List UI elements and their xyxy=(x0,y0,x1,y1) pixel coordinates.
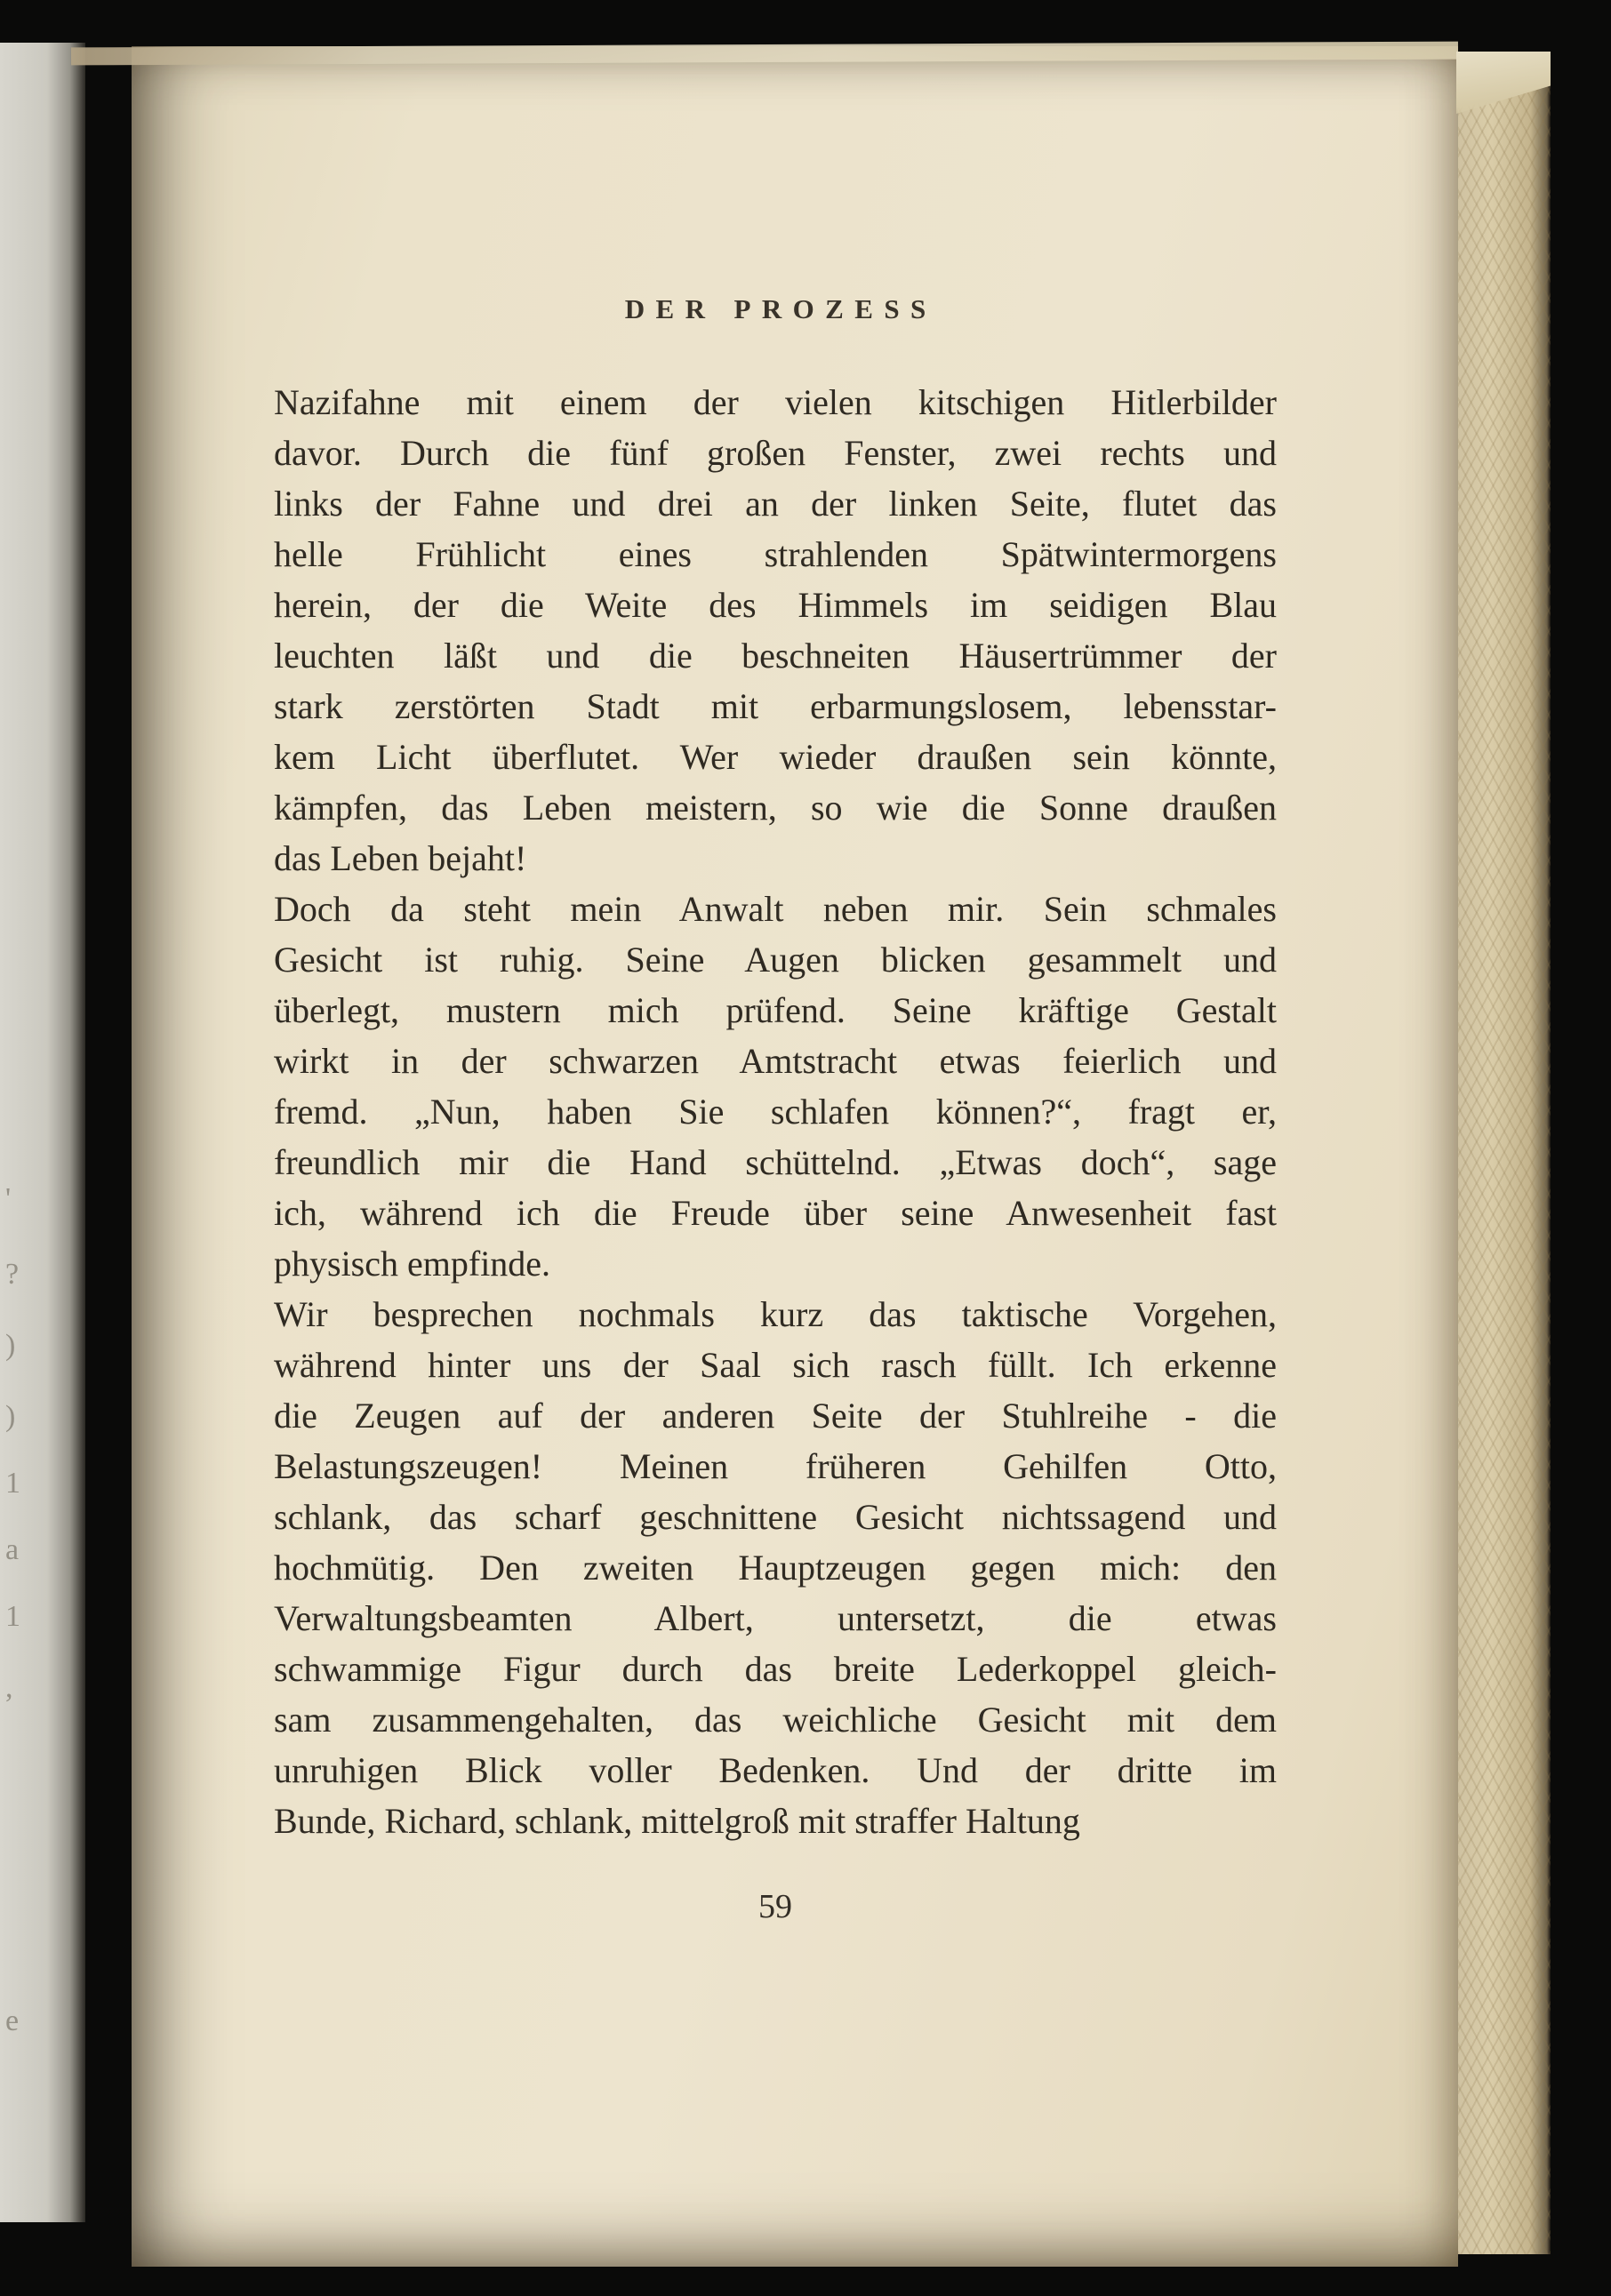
bleed-through-character: , xyxy=(5,1671,13,1704)
bleed-through-marks xyxy=(0,0,53,2296)
text-line: Doch da steht mein Anwalt neben mir. Sein schmales xyxy=(274,889,1277,929)
text-line: schlank, das scharf geschnittene Gesicht nichtssagend und xyxy=(274,1497,1277,1537)
text-line: sam zusammengehalten, das weichliche Gesicht mit dem xyxy=(274,1700,1277,1740)
text-line: kem Licht überflutet. Wer wieder draußen sein könnte, xyxy=(274,737,1277,777)
bleed-through-character: ' xyxy=(5,1182,12,1215)
bleed-through-character: 1 xyxy=(5,1600,20,1633)
text-line: überlegt, mustern mich prüfend. Seine kräftige Gestalt xyxy=(274,990,1277,1030)
text-line: Belastungszeugen! Meinen früheren Gehilfen Otto, xyxy=(274,1446,1277,1486)
text-line: wirkt in der schwarzen Amtstracht etwas feierlich und xyxy=(274,1041,1277,1081)
text-line: physisch empfinde. xyxy=(274,1244,551,1284)
bleed-through-character: ) xyxy=(5,1400,16,1433)
text-line: hochmütig. Den zweiten Hauptzeugen gegen mich: den xyxy=(274,1548,1277,1588)
text-line: ich, während ich die Freude über seine Anwesenheit fast xyxy=(274,1193,1277,1233)
text-line: leuchten läßt und die beschneiten Häusertrümmer der xyxy=(274,636,1277,676)
text-line: freundlich mir die Hand schüttelnd. „Etwas doch“, sage xyxy=(274,1142,1277,1182)
text-line: stark zerstörten Stadt mit erbarmungslosem, lebensstar- xyxy=(274,686,1277,726)
text-line: Verwaltungsbeamten Albert, untersetzt, die etwas xyxy=(274,1598,1277,1638)
text-line: während hinter uns der Saal sich rasch füllt. Ich erkenne xyxy=(274,1345,1277,1385)
text-line: fremd. „Nun, haben Sie schlafen können?“, fragt er, xyxy=(274,1092,1277,1132)
text-line: Gesicht ist ruhig. Seine Augen blicken gesammelt und xyxy=(274,940,1277,980)
text-block xyxy=(274,293,1277,1926)
body-text xyxy=(274,377,1277,1846)
text-line: Bunde, Richard, schlank, mittelgroß mit straffer Haltung xyxy=(274,1801,1080,1841)
bleed-through-character: e xyxy=(5,2004,20,2037)
text-line: schwammige Figur durch das breite Lederkoppel gleich- xyxy=(274,1649,1277,1689)
bleed-through-character: a xyxy=(5,1533,20,1566)
page-number: 59 xyxy=(758,1888,792,1925)
text-line: davor. Durch die fünf großen Fenster, zwei rechts und xyxy=(274,433,1277,473)
text-line: Nazifahne mit einem der vielen kitschigen Hitlerbilder xyxy=(274,382,1277,422)
text-line: das Leben bejaht! xyxy=(274,838,527,878)
text-line: helle Frühlicht eines strahlenden Spätwintermorgens xyxy=(274,534,1277,574)
running-head: DER PROZESS xyxy=(624,293,937,324)
text-line: links der Fahne und drei an der linken Seite, flutet das xyxy=(274,484,1277,524)
text-line: die Zeugen auf der anderen Seite der Stuhlreihe - die xyxy=(274,1396,1277,1436)
book-page xyxy=(132,46,1458,2267)
text-line: kämpfen, das Leben meistern, so wie die Sonne draußen xyxy=(274,788,1277,828)
bleed-through-character: ? xyxy=(5,1258,20,1291)
page-edges xyxy=(1458,52,1551,2254)
bleed-through-character: 1 xyxy=(5,1467,20,1500)
text-line: unruhigen Blick voller Bedenken. Und der dritte im xyxy=(274,1750,1277,1790)
text-line: Wir besprechen nochmals kurz das taktische Vorgehen, xyxy=(274,1294,1277,1334)
bleed-through-character: ) xyxy=(5,1329,16,1362)
text-line: herein, der die Weite des Himmels im seidigen Blau xyxy=(274,585,1277,625)
